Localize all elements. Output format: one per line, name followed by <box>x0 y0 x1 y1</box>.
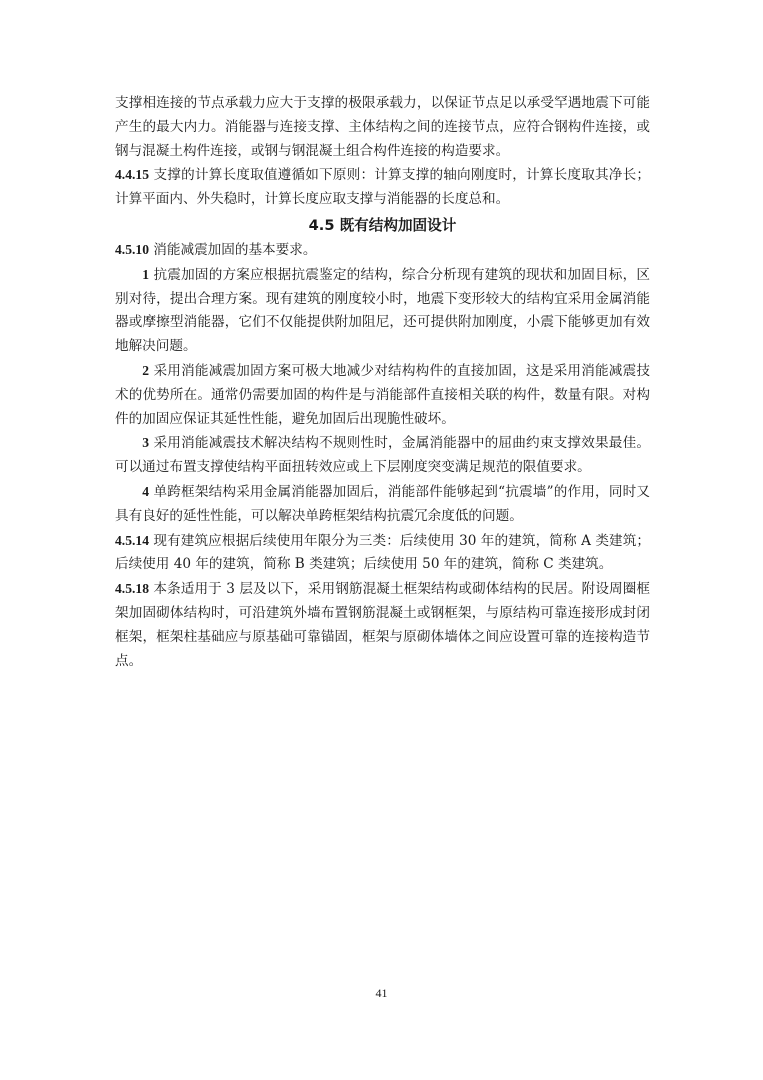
clause-4-5-18 <box>115 577 650 673</box>
clause-4-5-10 <box>115 238 650 263</box>
item-number: 1 <box>142 266 149 282</box>
clause-number: 4.5.10 <box>115 241 149 257</box>
clause-text: 现有建筑应根据后续使用年限分为三类：后续使用 30 年的建筑，简称 A 类建筑；后续使用 40 年的建筑，简称 B 类建筑；后续使用 50 年的建筑，简称 C 类建筑。 <box>115 532 650 573</box>
clause-text: 本条适用于 3 层及以下，采用钢筋混凝土框架结构或砌体结构的民居。附设周圈框架加固砌体结构时，可沿建筑外墙布置钢筋混凝土或钢框架，与原结构可靠连接形成封闭框架，框架柱基础应与原基础可靠锚固，框架与原砌体墙体之间应设置可靠的连接构造节点。 <box>115 581 650 669</box>
list-item <box>115 431 650 480</box>
list-item <box>115 359 650 431</box>
clause-text: 消能减震加固的基本要求。 <box>148 241 317 258</box>
item-text: 抗震加固的方案应根据抗震鉴定的结构，综合分析现有建筑的现状和加固目标，区别对待，提出合理方案。现有建筑的刚度较小时，地震下变形较大的结构宜采用金属消能器或摩擦型消能器，它们不仅能提供附加阻尼，还可提供附加刚度，小震下能够更加有效地解决问题。 <box>115 266 650 355</box>
item-text: 采用消能减震加固方案可极大地减少对结构构件的直接加固，这是采用消能减震技术的优势所在。通常仍需要加固的构件是与消能部件直接相关联的构件，数量有限。对构件的加固应保证其延性性能，避免加固后出现脆性破坏。 <box>115 362 650 427</box>
clause-number: 4.4.15 <box>115 167 149 183</box>
clause-number: 4.5.14 <box>115 532 149 548</box>
page-number: 41 <box>375 986 388 1000</box>
item-text: 单跨框架结构采用金属消能器加固后，消能部件能够起到“抗震墙”的作用，同时又具有良好的延性性能，可以解决单跨框架结构抗震冗余度低的问题。 <box>115 483 650 524</box>
item-number: 4 <box>142 483 149 499</box>
intro-paragraph: 支撑相连接的节点承载力应大于支撑的极限承载力，以保证节点足以承受罕遇地震下可能产生的最大内力。消能器与连接支撑、主体结构之间的连接节点，应符合钢构件连接，或钢与混凝土构件连接，或钢与钢混凝土组合构件连接的构造要求。 <box>115 95 650 159</box>
item-number: 2 <box>142 362 149 378</box>
clause-text: 支撑的计算长度取值遵循如下原则：计算支撑的轴向刚度时，计算长度取其净长；计算平面内、外失稳时，计算长度应取支撑与消能器的长度总和。 <box>115 167 650 208</box>
item-number: 3 <box>142 435 149 451</box>
list-item <box>115 480 650 529</box>
item-text: 采用消能减震技术解决结构不规则性时，金属消能器中的屈曲约束支撑效果最佳。可以通过布置支撑使结构平面扭转效应或上下层刚度突变满足规范的限值要求。 <box>115 435 650 476</box>
section-heading: 4.5 既有结构加固设计 <box>308 216 457 234</box>
clause-number: 4.5.18 <box>115 581 149 597</box>
document-body <box>115 92 650 673</box>
list-item <box>115 263 650 359</box>
clause-4-4-15 <box>115 163 650 212</box>
clause-4-5-14 <box>115 529 650 578</box>
